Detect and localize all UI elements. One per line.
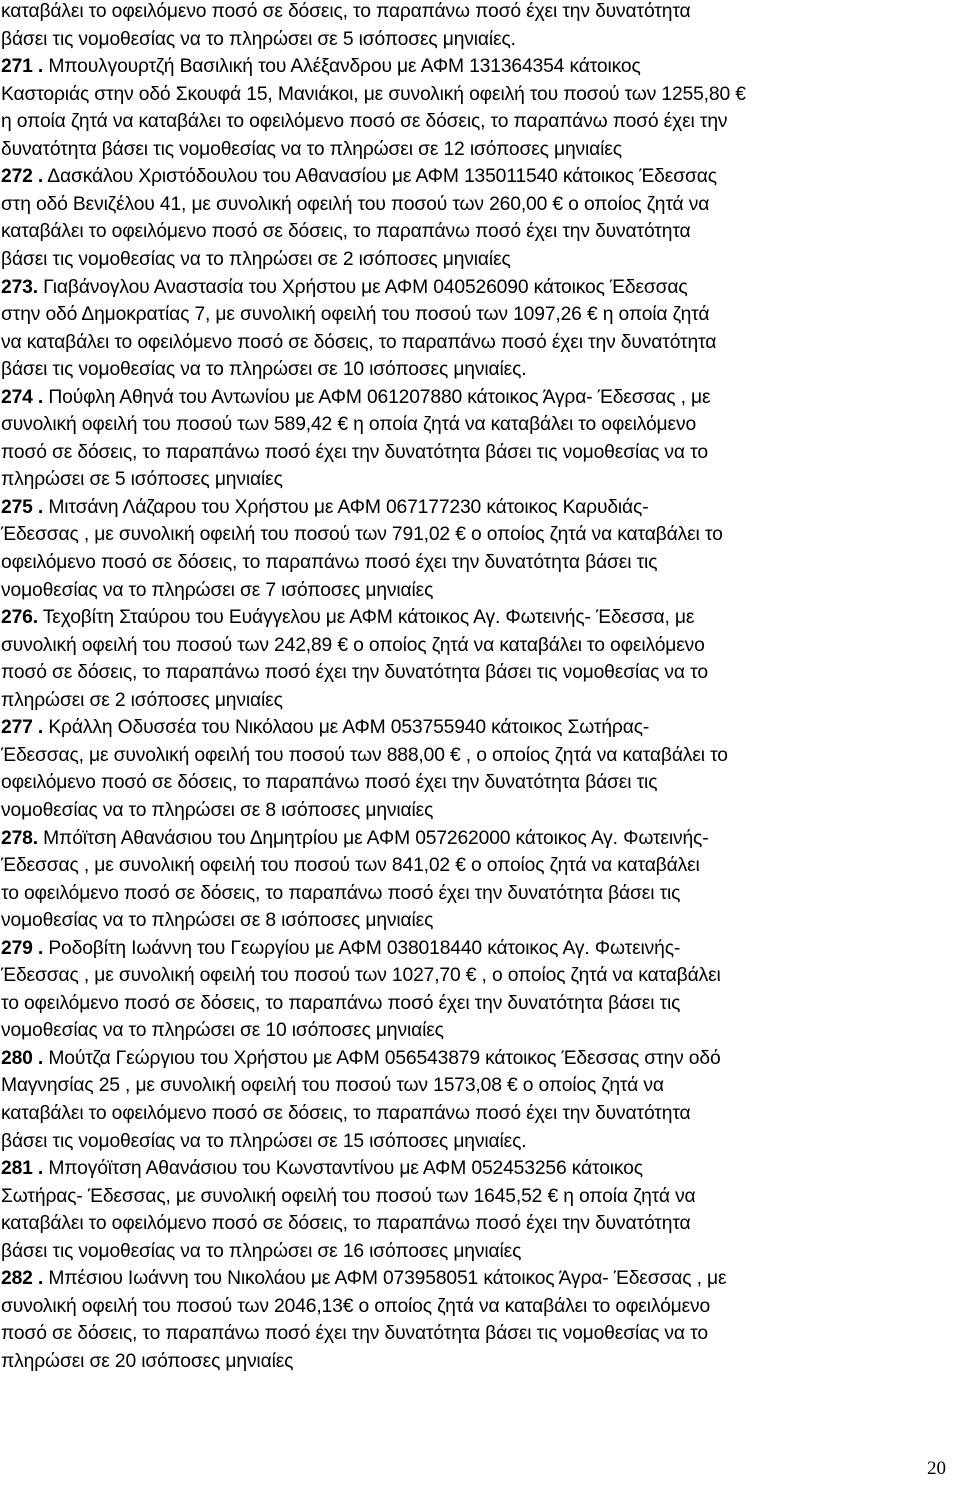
text-line [1, 1212, 951, 1236]
entry-first-line [1, 386, 951, 410]
line-text: Τεχοβίτη Σταύρου του Ευάγγελου με ΑΦΜ κάτοικος Αγ. Φωτεινής- Έδεσσα, με [37, 607, 695, 629]
text-line [1, 854, 951, 878]
text-line [1, 220, 951, 244]
line-text: καταβάλει το οφειλόμενο ποσό σε δόσεις, το παραπάνω ποσό έχει την δυνατότητα [1, 221, 691, 243]
entry-number: 275 . [1, 496, 44, 518]
text-line [1, 331, 951, 355]
text-line [1, 1322, 951, 1346]
line-text: συνολική οφειλή του ποσού των 242,89 € ο οποίος ζητά να καταβάλει το οφειλόμενο [1, 634, 705, 656]
text-line [1, 441, 951, 465]
line-text: πληρώσει σε 5 ισόποσες μηνιαίες [1, 469, 283, 491]
line-text: Έδεσσας , με συνολική οφειλή του ποσού των 791,02 € ο οποίος ζητά να καταβάλει το [1, 524, 723, 546]
text-line [1, 28, 951, 52]
text-line [1, 551, 951, 575]
text-line [1, 689, 951, 713]
line-text: Μπέσιου Ιωάννη του Νικολάου με ΑΦΜ 073958051 κάτοικος Άγρα- Έδεσσας , με [43, 1268, 727, 1290]
line-text: Μαγνησίας 25 , με συνολική οφειλή του ποσού των 1573,08 € ο οποίος ζητά να [1, 1075, 664, 1097]
text-line [1, 634, 951, 658]
entry-first-line [1, 1267, 951, 1291]
line-text: ποσό σε δόσεις, το παραπάνω ποσό έχει την δυνατότητα βάσει τις νομοθεσίας να το [1, 1323, 708, 1345]
line-text: Πούφλη Αθηνά του Αντωνίου με ΑΦΜ 061207880 κάτοικος Άγρα- Έδεσσας , με [43, 386, 711, 408]
entry-first-line [1, 496, 951, 520]
line-text: Δασκάλου Χριστόδουλου του Αθανασίου με ΑΦΜ 135011540 κάτοικος Έδεσσας [43, 166, 717, 188]
entry-first-line [1, 55, 951, 79]
line-text: καταβάλει το οφειλόμενο ποσό σε δόσεις, το παραπάνω ποσό έχει την δυνατότητα [1, 1213, 691, 1235]
text-line [1, 964, 951, 988]
line-text: στην οδό Δημοκρατίας 7, με συνολική οφειλή του ποσού των 1097,26 € η οποία ζητά [1, 304, 710, 326]
line-text: να καταβάλει το οφειλόμενο ποσό σε δόσεις, το παραπάνω ποσό έχει την δυνατότητα [1, 331, 717, 353]
line-text: βάσει τις νομοθεσίας να το πληρώσει σε 16 ισόποσες μηνιαίες [1, 1240, 522, 1262]
entry-number: 276. [1, 607, 38, 629]
text-line [1, 468, 951, 492]
text-line [1, 992, 951, 1016]
entry-number: 274 . [1, 386, 44, 408]
line-text: συνολική οφειλή του ποσού των 589,42 € η οποία ζητά να καταβάλει το οφειλόμενο [1, 414, 697, 436]
line-text: Ροδοβίτη Ιωάννη του Γεωργίου με ΑΦΜ 038018440 κάτοικος Αγ. Φωτεινής- [43, 937, 681, 959]
text-line [1, 523, 951, 547]
text-line [1, 193, 951, 217]
line-text: πληρώσει σε 2 ισόποσες μηνιαίες [1, 689, 283, 711]
entry-first-line [1, 1157, 951, 1181]
line-text: Μπογόϊτση Αθανάσιου του Κωνσταντίνου με ΑΦΜ 052453256 κάτοικος [43, 1158, 643, 1180]
line-text: Σωτήρας- Έδεσσας, με συνολική οφειλή του ποσού των 1645,52 € η οποία ζητά να [1, 1185, 696, 1207]
text-line [1, 771, 951, 795]
line-text: Μπουλγουρτζή Βασιλική του Αλέξανδρου με ΑΦΜ 131364354 κάτοικος [43, 56, 641, 78]
entry-number: 278. [1, 827, 38, 849]
text-line [1, 138, 951, 162]
line-text: Μιτσάνη Λάζαρου του Χρήστου με ΑΦΜ 067177230 κάτοικος Καρυδιάς- [43, 496, 649, 518]
entry-number: 271 . [1, 56, 44, 78]
text-line [1, 83, 951, 107]
line-text: Μούτζα Γεώργιου του Χρήστου με ΑΦΜ 056543879 κάτοικος Έδεσσας στην οδό [43, 1047, 721, 1069]
entry-number: 281 . [1, 1158, 44, 1180]
text-line [1, 303, 951, 327]
line-text: Έδεσσας , με συνολική οφειλή του ποσού των 841,02 € ο οποίος ζητά να καταβάλει [1, 855, 700, 877]
text-line [1, 1074, 951, 1098]
line-text: νομοθεσίας να το πληρώσει σε 7 ισόποσες μηνιαίες [1, 579, 434, 601]
text-line [1, 1102, 951, 1126]
line-text: νομοθεσίας να το πληρώσει σε 10 ισόποσες μηνιαίες [1, 1020, 444, 1042]
page-number: 20 [927, 1458, 946, 1479]
line-text: νομοθεσίας να το πληρώσει σε 8 ισόποσες μηνιαίες [1, 910, 434, 932]
line-text: ποσό σε δόσεις, το παραπάνω ποσό έχει την δυνατότητα βάσει τις νομοθεσίας να το [1, 441, 708, 463]
line-text: καταβάλει το οφειλόμενο ποσό σε δόσεις, το παραπάνω ποσό έχει την δυνατότητα [1, 1, 691, 22]
line-text: Μπόϊτση Αθανάσιου του Δημητρίου με ΑΦΜ 057262000 κάτοικος Αγ. Φωτεινής- [37, 827, 709, 849]
entry-first-line [1, 165, 951, 189]
entry-first-line [1, 606, 951, 630]
line-text: το οφειλόμενο ποσό σε δόσεις, το παραπάνω ποσό έχει την δυνατότητα βάσει τις [1, 882, 681, 904]
line-text: Κράλλη Οδυσσέα του Νικόλαου με ΑΦΜ 053755940 κάτοικος Σωτήρας- [43, 717, 650, 739]
line-text: βάσει τις νομοθεσίας να το πληρώσει σε 5 ισόποσες μηνιαίες. [1, 28, 516, 50]
text-line [1, 1130, 951, 1154]
text-line [1, 579, 951, 603]
entry-number: 277 . [1, 717, 44, 739]
entry-number: 280 . [1, 1047, 44, 1069]
line-text: οφειλόμενο ποσό σε δόσεις, το παραπάνω ποσό έχει την δυνατότητα βάσει τις [1, 772, 658, 794]
line-text: ποσό σε δόσεις, το παραπάνω ποσό έχει την δυνατότητα βάσει τις νομοθεσίας να το [1, 662, 708, 684]
line-text: Έδεσσας, με συνολική οφειλή του ποσού των 888,00 € , ο οποίος ζητά να καταβάλει το [1, 744, 728, 766]
entry-first-line [1, 716, 951, 740]
text-line [1, 1240, 951, 1264]
line-text: δυνατότητα βάσει τις νομοθεσίας να το πληρώσει σε 12 ισόποσες μηνιαίες [1, 138, 622, 160]
line-text: συνολική οφειλή του ποσού των 2046,13€ ο οποίος ζητά να καταβάλει το οφειλόμενο [1, 1295, 711, 1317]
text-line [1, 882, 951, 906]
line-text: πληρώσει σε 20 ισόποσες μηνιαίες [1, 1350, 294, 1372]
text-line [1, 799, 951, 823]
text-line [1, 1019, 951, 1043]
line-text: βάσει τις νομοθεσίας να το πληρώσει σε 10 ισόποσες μηνιαίες. [1, 359, 527, 381]
entry-number: 272 . [1, 166, 44, 188]
line-text: καταβάλει το οφειλόμενο ποσό σε δόσεις, το παραπάνω ποσό έχει την δυνατότητα [1, 1103, 691, 1124]
line-text: νομοθεσίας να το πληρώσει σε 8 ισόποσες μηνιαίες [1, 799, 434, 821]
line-text: Γιαβάνογλου Αναστασία του Χρήστου με ΑΦΜ 040526090 κάτοικος Έδεσσας [37, 276, 688, 298]
text-line [1, 1185, 951, 1209]
entry-number: 273. [1, 276, 38, 298]
entry-first-line [1, 827, 951, 851]
entry-first-line [1, 276, 951, 300]
text-line [1, 248, 951, 272]
text-line [1, 744, 951, 768]
text-line [1, 909, 951, 933]
text-line [1, 1295, 951, 1319]
line-text: Καστοριάς στην οδό Σκουφά 15, Μανιάκοι, με συνολική οφειλή του ποσού των 1255,80 € [1, 83, 746, 105]
entry-number: 282 . [1, 1268, 44, 1290]
line-text: βάσει τις νομοθεσίας να το πληρώσει σε 15 ισόποσες μηνιαίες. [1, 1130, 527, 1152]
text-line [1, 413, 951, 437]
entry-number: 279 . [1, 937, 44, 959]
line-text: οφειλόμενο ποσό σε δόσεις, το παραπάνω ποσό έχει την δυνατότητα βάσει τις [1, 552, 658, 573]
line-text: βάσει τις νομοθεσίας να το πληρώσει σε 2 ισόποσες μηνιαίες [1, 248, 511, 270]
entry-first-line [1, 937, 951, 961]
entry-first-line [1, 1047, 951, 1071]
line-text: στη οδό Βενιζέλου 41, με συνολική οφειλή του ποσού των 260,00 € ο οποίος ζητά να [1, 193, 710, 215]
text-line [1, 1350, 951, 1374]
text-line [1, 358, 951, 382]
line-text: Έδεσσας , με συνολική οφειλή του ποσού των 1027,70 € , ο οποίος ζητά να καταβάλει [1, 965, 721, 987]
line-text: το οφειλόμενο ποσό σε δόσεις, το παραπάνω ποσό έχει την δυνατότητα βάσει τις [1, 992, 681, 1014]
text-line [1, 110, 951, 134]
line-text: η οποία ζητά να καταβάλει το οφειλόμενο ποσό σε δόσεις, το παραπάνω ποσό έχει την [1, 111, 728, 133]
text-line [1, 661, 951, 685]
text-line [1, 0, 951, 24]
